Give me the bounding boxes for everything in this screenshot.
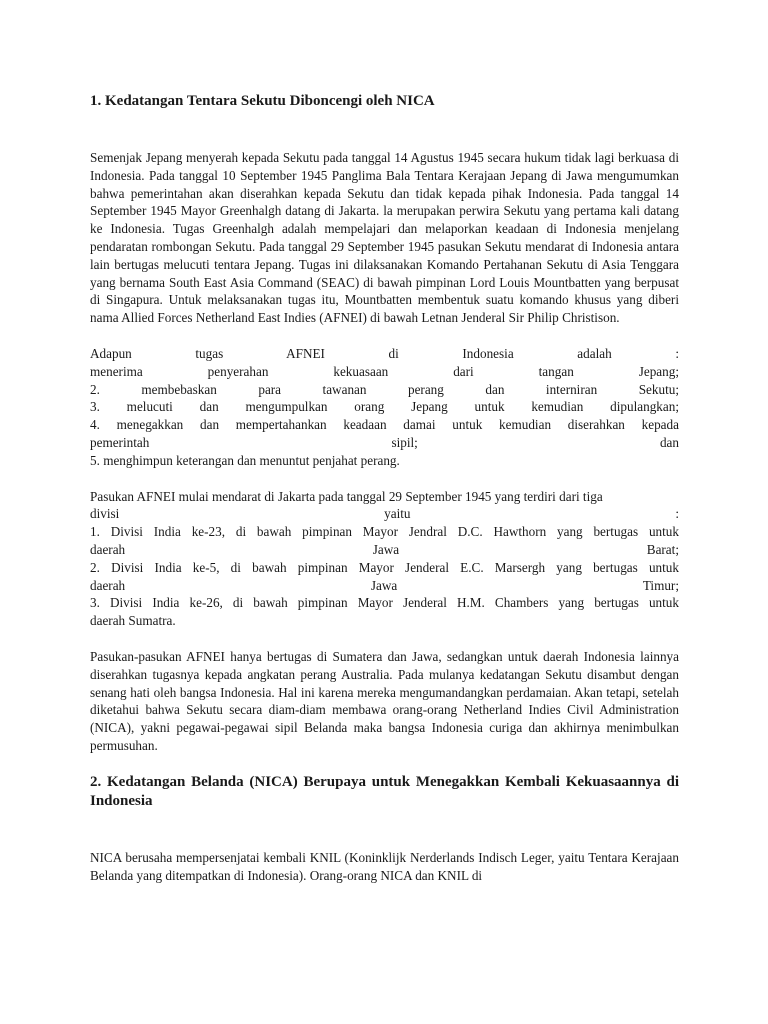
divisions-line: daerah Jawa Barat; (90, 541, 679, 557)
tasks-line: menerima penyerahan kekuasaan dari tangan Jepang; (90, 363, 679, 379)
tasks-line: pemerintah sipil; dan (90, 434, 679, 450)
afnei-divisions-list (90, 488, 679, 630)
document-page (90, 92, 679, 902)
section-1-heading: 1. Kedatangan Tentara Sekutu Diboncengi oleh NICA (90, 93, 435, 109)
tasks-line: 2. membebaskan para tawanan perang dan interniran Sekutu; (90, 381, 679, 397)
section-2-heading: 2. Kedatangan Belanda (NICA) Berupaya untuk Menegakkan Kembali Kekuasaannya di Indonesia (90, 773, 679, 809)
divisions-line: 2. Divisi India ke-5, di bawah pimpinan Mayor Jenderal E.C. Marsergh yang bertugas untuk (90, 559, 679, 575)
divisions-line: divisi yaitu : (90, 506, 679, 522)
section-2-paragraph-1: NICA berusaha mempersenjatai kembali KNIL (Koninklijk Nerderlands Indisch Leger, yaitu Tentara Kerajaan Belanda yang ditempatkan di Indonesia). Orang-orang NICA dan KNIL di (90, 849, 679, 883)
tasks-line: 4. menegakkan dan mempertahankan keadaan damai untuk kemudian diserahkan kepada (90, 417, 679, 433)
divisions-line: daerah Jawa Timur; (90, 577, 679, 593)
divisions-line: 1. Divisi India ke-23, di bawah pimpinan Mayor Jendral D.C. Hawthorn yang bertugas untuk (90, 524, 679, 540)
divisions-line: daerah Sumatra. (90, 613, 176, 629)
divisions-intro: Pasukan AFNEI mulai mendarat di Jakarta pada tanggal 29 September 1945 yang terdiri dari tiga (90, 488, 603, 504)
tasks-line: 3. melucuti dan mengumpulkan orang Jepang untuk kemudian dipulangkan; (90, 399, 679, 415)
tasks-line: Adapun tugas AFNEI di Indonesia adalah : (90, 345, 679, 361)
section-1-paragraph-1: Semenjak Jepang menyerah kepada Sekutu pada tanggal 14 Agustus 1945 secara hukum tidak lagi berkuasa di Indonesia. Pada tanggal 10 September 1945 Panglima Bala Tentara Kerajaan Jepang di Jawa mengumumkan bahwa pemerintahan akan diserahkan kepada Sekutu dan tidak kepada pihak Indonesia. Pada tanggal 14 September 1945 Mayor Greenhalgh datang di Jakarta. la merupakan perwira Sekutu yang pertama kali datang ke Indonesia. Tugas Greenhalgh adalah mempelajari dan melaporkan keadaan di Indonesia menjelang pendaratan rombongan Sekutu. Pada tanggal 29 September 1945 pasukan Sekutu mendarat di Indonesia antara lain bertugas melucuti tentara Jepang. Tugas ini dilaksanakan Komando Pertahanan Sekutu di Asia Tenggara yang bernama South East Asia Command (SEAC) di bawah pimpinan Lord Louis Mountbatten yang berpusat di Singapura. Untuk melaksanakan tugas itu, Mountbatten membentuk suatu komando khusus yang diberi nama Allied Forces Netherland East Indies (AFNEI) di bawah Letnan Jenderal Sir Philip Christison. (90, 150, 679, 326)
divisions-line: 3. Divisi India ke-26, di bawah pimpinan Mayor Jenderal H.M. Chambers yang bertugas untuk (90, 595, 679, 611)
tasks-line: 5. menghimpun keterangan dan menuntut penjahat perang. (90, 452, 400, 468)
section-1-paragraph-4: Pasukan-pasukan AFNEI hanya bertugas di Sumatera dan Jawa, sedangkan untuk daerah Indonesia lainnya diserahkan tugasnya kepada angkatan perang Australia. Pada mulanya kedatangan Sekutu disambut dengan senang hati oleh bangsa Indonesia. Hal ini karena mereka mengumandangkan perdamaian. Akan tetapi, setelah diketahui bahwa Sekutu secara diam-diam membawa orang-orang Netherland Indies Civil Administration (NICA), yakni pegawai-pegawai sipil Belanda maka bangsa Indonesia curiga dan akhirnya menimbulkan permusuhan. (90, 648, 679, 753)
afnei-tasks-list (90, 345, 679, 470)
